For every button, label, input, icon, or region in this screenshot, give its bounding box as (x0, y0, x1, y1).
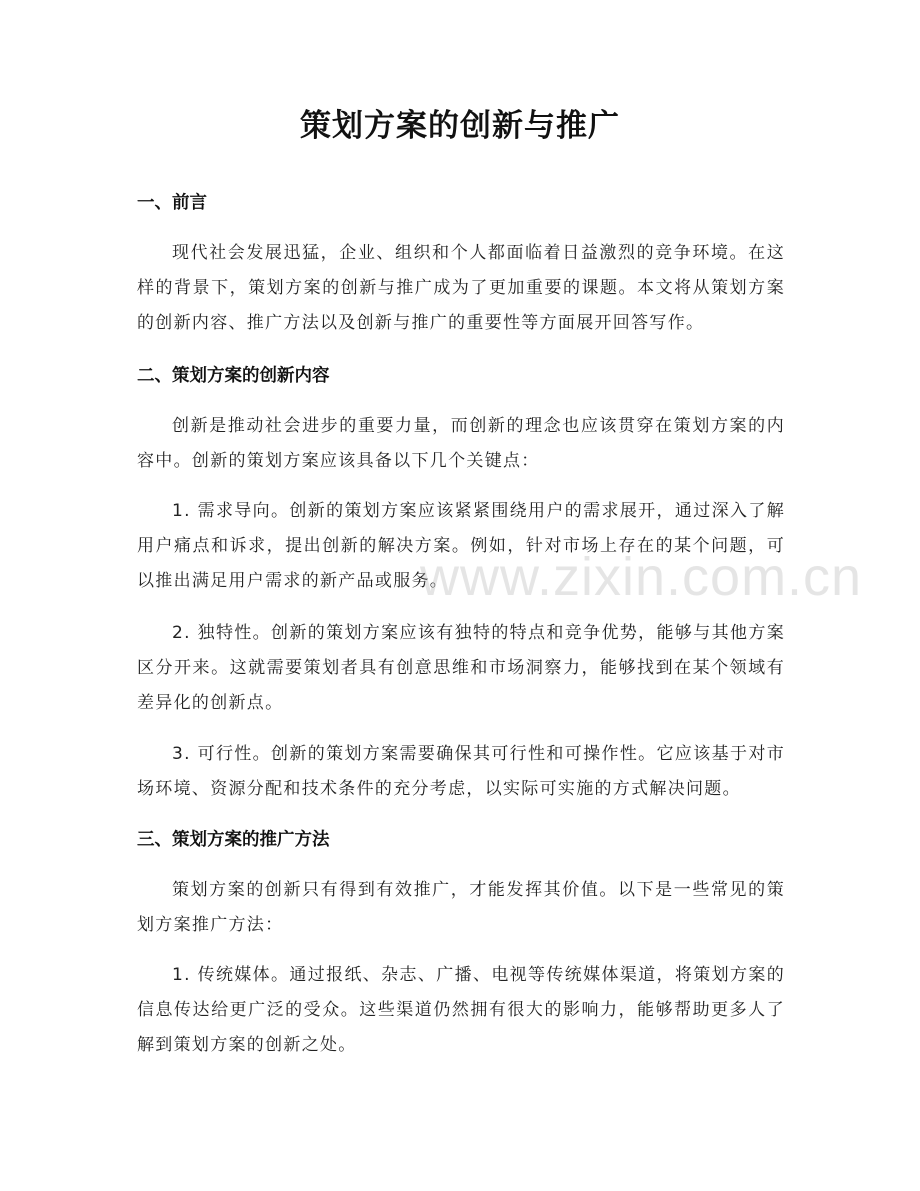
document-title: 策划方案的创新与推广 (300, 108, 620, 144)
watermark: www.zixin.com.cn (420, 547, 863, 607)
section-heading-preface: 一、前言 (137, 193, 207, 213)
list-item-feasibility: 3. 可行性。创新的策划方案需要确保其可行性和可操作性。它应该基于对市场环境、资源分配和技术条件的充分考虑，以实际可实施的方式解决问题。 (137, 744, 785, 799)
list-item-traditional-media: 1. 传统媒体。通过报纸、杂志、广播、电视等传统媒体渠道，将策划方案的信息传达给更广泛的受众。这些渠道仍然拥有很大的影响力，能够帮助更多人了解到策划方案的创新之处。 (137, 965, 785, 1055)
list-item-demand: 1. 需求导向。创新的策划方案应该紧紧围绕用户的需求展开，通过深入了解用户痛点和诉求，提出创新的解决方案。例如，针对市场上存在的某个问题，可以推出满足用户需求的新产品或服务。 (137, 501, 785, 591)
paragraph: 策划方案的创新只有得到有效推广，才能发挥其价值。以下是一些常见的策划方案推广方法： (137, 880, 785, 935)
section-heading-innovation: 二、策划方案的创新内容 (137, 366, 330, 386)
paragraph: 现代社会发展迅猛，企业、组织和个人都面临着日益激烈的竞争环境。在这样的背景下，策划方案的创新与推广成为了更加重要的课题。本文将从策划方案的创新内容、推广方法以及创新与推广的重要性等方面展开回答写作。 (137, 243, 785, 333)
list-item-uniqueness: 2. 独特性。创新的策划方案应该有独特的特点和竞争优势，能够与其他方案区分开来。这就需要策划者具有创意思维和市场洞察力，能够找到在某个领域有差异化的创新点。 (137, 623, 785, 713)
paragraph: 创新是推动社会进步的重要力量，而创新的理念也应该贯穿在策划方案的内容中。创新的策划方案应该具备以下几个关键点： (137, 416, 785, 471)
section-heading-promotion: 三、策划方案的推广方法 (137, 830, 330, 850)
